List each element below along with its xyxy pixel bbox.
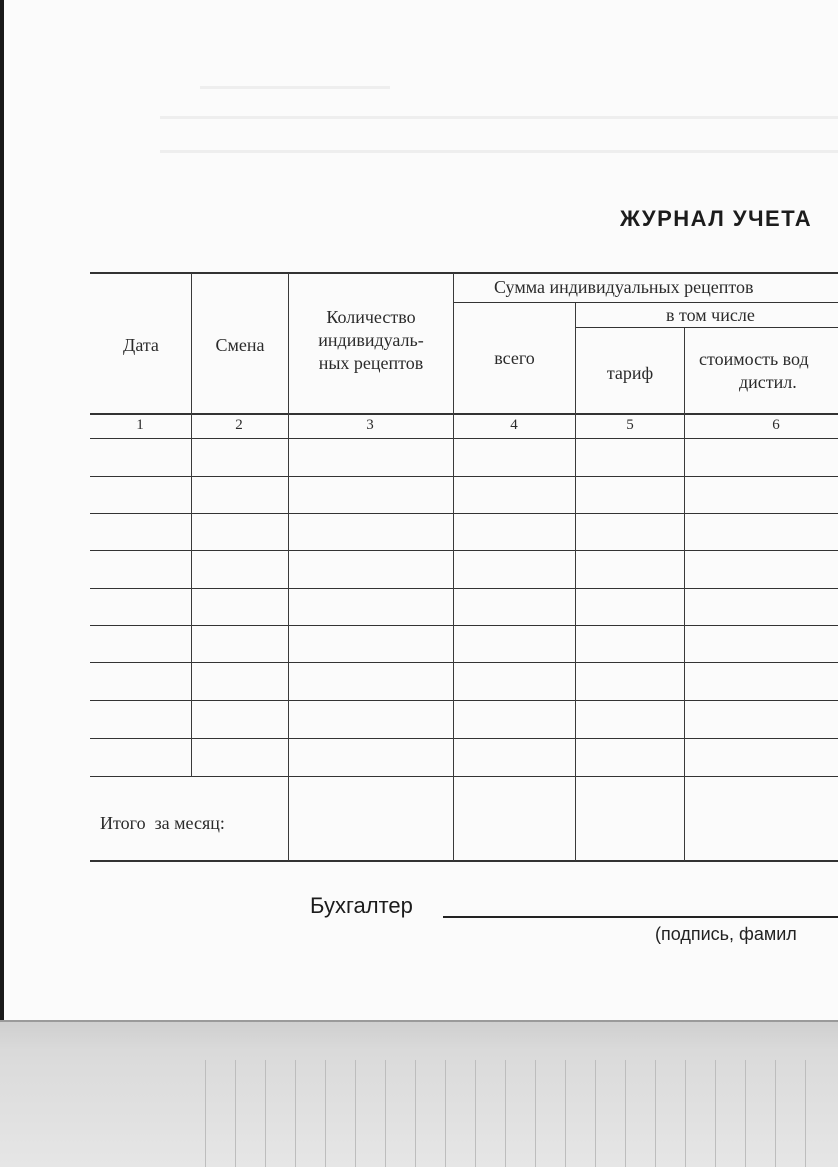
bleed-through-line	[200, 86, 390, 89]
header-water-cost-line2: дистил.	[739, 372, 797, 392]
header-tariff: тариф	[606, 363, 654, 383]
bleed-through-line	[160, 116, 838, 119]
table-row	[90, 776, 838, 777]
table-bottom-border	[90, 860, 838, 862]
header-including: в том числе	[666, 305, 755, 325]
column-divider	[575, 303, 576, 861]
numbers-row-border	[90, 438, 838, 439]
journal-title: ЖУРНАЛ УЧЕТА	[620, 206, 813, 231]
column-number: 6	[772, 417, 780, 433]
including-divider	[575, 327, 838, 328]
table-row	[90, 625, 838, 626]
header-shift: Смена	[215, 335, 265, 355]
underlying-sheet	[0, 1020, 838, 1167]
table-row	[90, 550, 838, 551]
table-row	[90, 738, 838, 739]
header-bottom-border	[90, 413, 838, 415]
signature-line	[443, 916, 838, 918]
column-number: 2	[235, 417, 243, 433]
header-quantity-line2: индивидуаль-	[318, 330, 424, 350]
table-row	[90, 662, 838, 663]
table-row	[90, 588, 838, 589]
total-row-label: Итого за месяц:	[100, 813, 225, 833]
header-date: Дата	[123, 335, 159, 355]
bleed-through-line	[160, 150, 838, 153]
table-row	[90, 700, 838, 701]
header-total: всего	[494, 348, 535, 368]
column-number: 5	[626, 417, 634, 433]
table-row	[90, 513, 838, 514]
sum-group-divider	[453, 302, 838, 303]
column-divider	[684, 328, 685, 861]
table-row	[90, 476, 838, 477]
column-number: 1	[136, 417, 144, 433]
page-edge-shadow	[0, 0, 4, 1020]
signature-note: (подпись, фамил	[655, 924, 797, 944]
header-water-cost-line1: стоимость вод	[699, 349, 809, 369]
signature-label: Бухгалтер	[310, 893, 413, 918]
table-top-border	[90, 272, 838, 274]
column-number: 4	[510, 417, 518, 433]
underlying-sheet-grid	[205, 1060, 838, 1167]
column-number: 3	[366, 417, 374, 433]
header-quantity-line1: Количество	[326, 307, 416, 327]
header-sum-group: Сумма индивидуальных рецептов	[494, 277, 754, 297]
header-quantity-line3: ных рецептов	[318, 353, 424, 373]
